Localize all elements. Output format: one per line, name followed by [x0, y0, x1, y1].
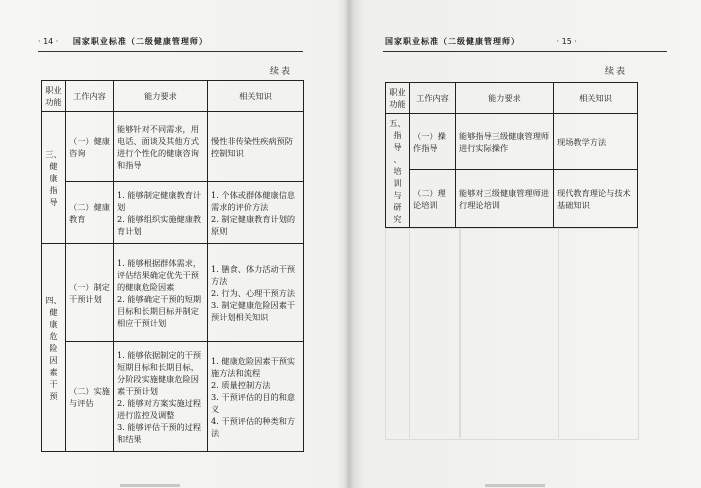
function-cell-health-guidance: 三、 健 康 指 导 [42, 112, 66, 244]
right-standards-table [385, 82, 638, 228]
table-header-row [42, 81, 304, 112]
knowledge-cell: 1. 健康危险因素干预实施方法和流程 2. 质量控制方法 3. 干预评估的目的和意义 4. 干预评估的种类和方法 [208, 342, 304, 452]
header-ability: 能力要求 [456, 83, 554, 114]
table-row [42, 244, 304, 342]
page-edge-mark [485, 484, 545, 487]
function-cell-risk-intervention: 四、 健 康 危 险 因 素 干 预 [42, 244, 66, 452]
right-running-title: 国家职业标准（二级健康管理师） [385, 37, 520, 46]
knowledge-cell: 1. 个体或群体健康信息需求的评价方法 2. 制定健康教育计划的原则 [208, 182, 304, 244]
bleed-through-column [409, 228, 461, 438]
ability-cell: 能够针对不同需求，用电话、面谈及其他方式进行个性化的健康咨询和指导 [114, 112, 208, 182]
header-knowledge: 相关知识 [554, 83, 638, 114]
work-content-cell: （二）实施与评估 [66, 342, 114, 452]
right-continued-label: 续表 [605, 67, 628, 77]
function-cell-guidance-training: 五、 指 导 、 培 训 与 研 究 [386, 114, 410, 228]
work-content-cell: （二）理论培训 [410, 170, 456, 228]
knowledge-cell: 慢性非传染性疾病预防控制知识 [208, 112, 304, 182]
table-row [42, 112, 304, 182]
work-content-cell: （一）制定干预计划 [66, 244, 114, 342]
header-knowledge: 相关知识 [208, 81, 304, 112]
left-continued-label: 续表 [270, 67, 293, 77]
table-header-row [386, 83, 638, 114]
knowledge-cell: 现场教学方法 [554, 114, 638, 170]
ability-cell: 1. 能够根据群体需求，评估结果确定优先干预的健康危险因素 2. 能够确定干预的短期目标和长期目标并制定相应干预计划 [114, 244, 208, 342]
ability-cell: 能够指导三级健康管理师进行实际操作 [456, 114, 554, 170]
work-content-cell: （一）操作指导 [410, 114, 456, 170]
table-row [42, 342, 304, 452]
knowledge-cell: 1. 膳食、体力活动干预方法 2. 行为、心理干预方法 3. 制定健康危险因素干预计划相关知识 [208, 244, 304, 342]
book-spine-shadow [344, 0, 354, 488]
header-ability: 能力要求 [114, 81, 208, 112]
work-content-cell: （一）健康咨询 [66, 112, 114, 182]
table-row [386, 170, 638, 228]
table-row [42, 182, 304, 244]
left-standards-table [41, 80, 304, 452]
knowledge-cell: 现代教育理论与技术基础知识 [554, 170, 638, 228]
bleed-through-column [459, 228, 559, 438]
work-content-cell: （二）健康教育 [66, 182, 114, 244]
header-work-content: 工作内容 [410, 83, 456, 114]
left-page [0, 0, 345, 488]
right-page [355, 0, 701, 488]
left-running-header [38, 36, 208, 47]
right-header-rule [383, 51, 667, 52]
header-function: 职业 功能 [386, 83, 410, 114]
left-page-number: · 14 · [38, 37, 59, 46]
ability-cell: 能够对三级健康管理师进行理论培训 [456, 170, 554, 228]
left-running-title: 国家职业标准（二级健康管理师） [72, 37, 208, 46]
ability-cell: 1. 能够依据制定的干预短期目标和长期目标，分阶段实施健康危险因素干预计划 2. 能够对方案实施过程进行监控及调整 3. 能够评估干预的过程和结果 [114, 342, 208, 452]
header-function: 职业 功能 [42, 81, 66, 112]
right-page-number: · 15 · [556, 37, 577, 46]
header-work-content: 工作内容 [66, 81, 114, 112]
table-row [386, 114, 638, 170]
page-edge-mark [120, 484, 180, 487]
right-running-header [385, 36, 577, 47]
ability-cell: 1. 能够制定健康教育计划 2. 能够组织实施健康教育计划 [114, 182, 208, 244]
left-header-rule [38, 51, 303, 52]
